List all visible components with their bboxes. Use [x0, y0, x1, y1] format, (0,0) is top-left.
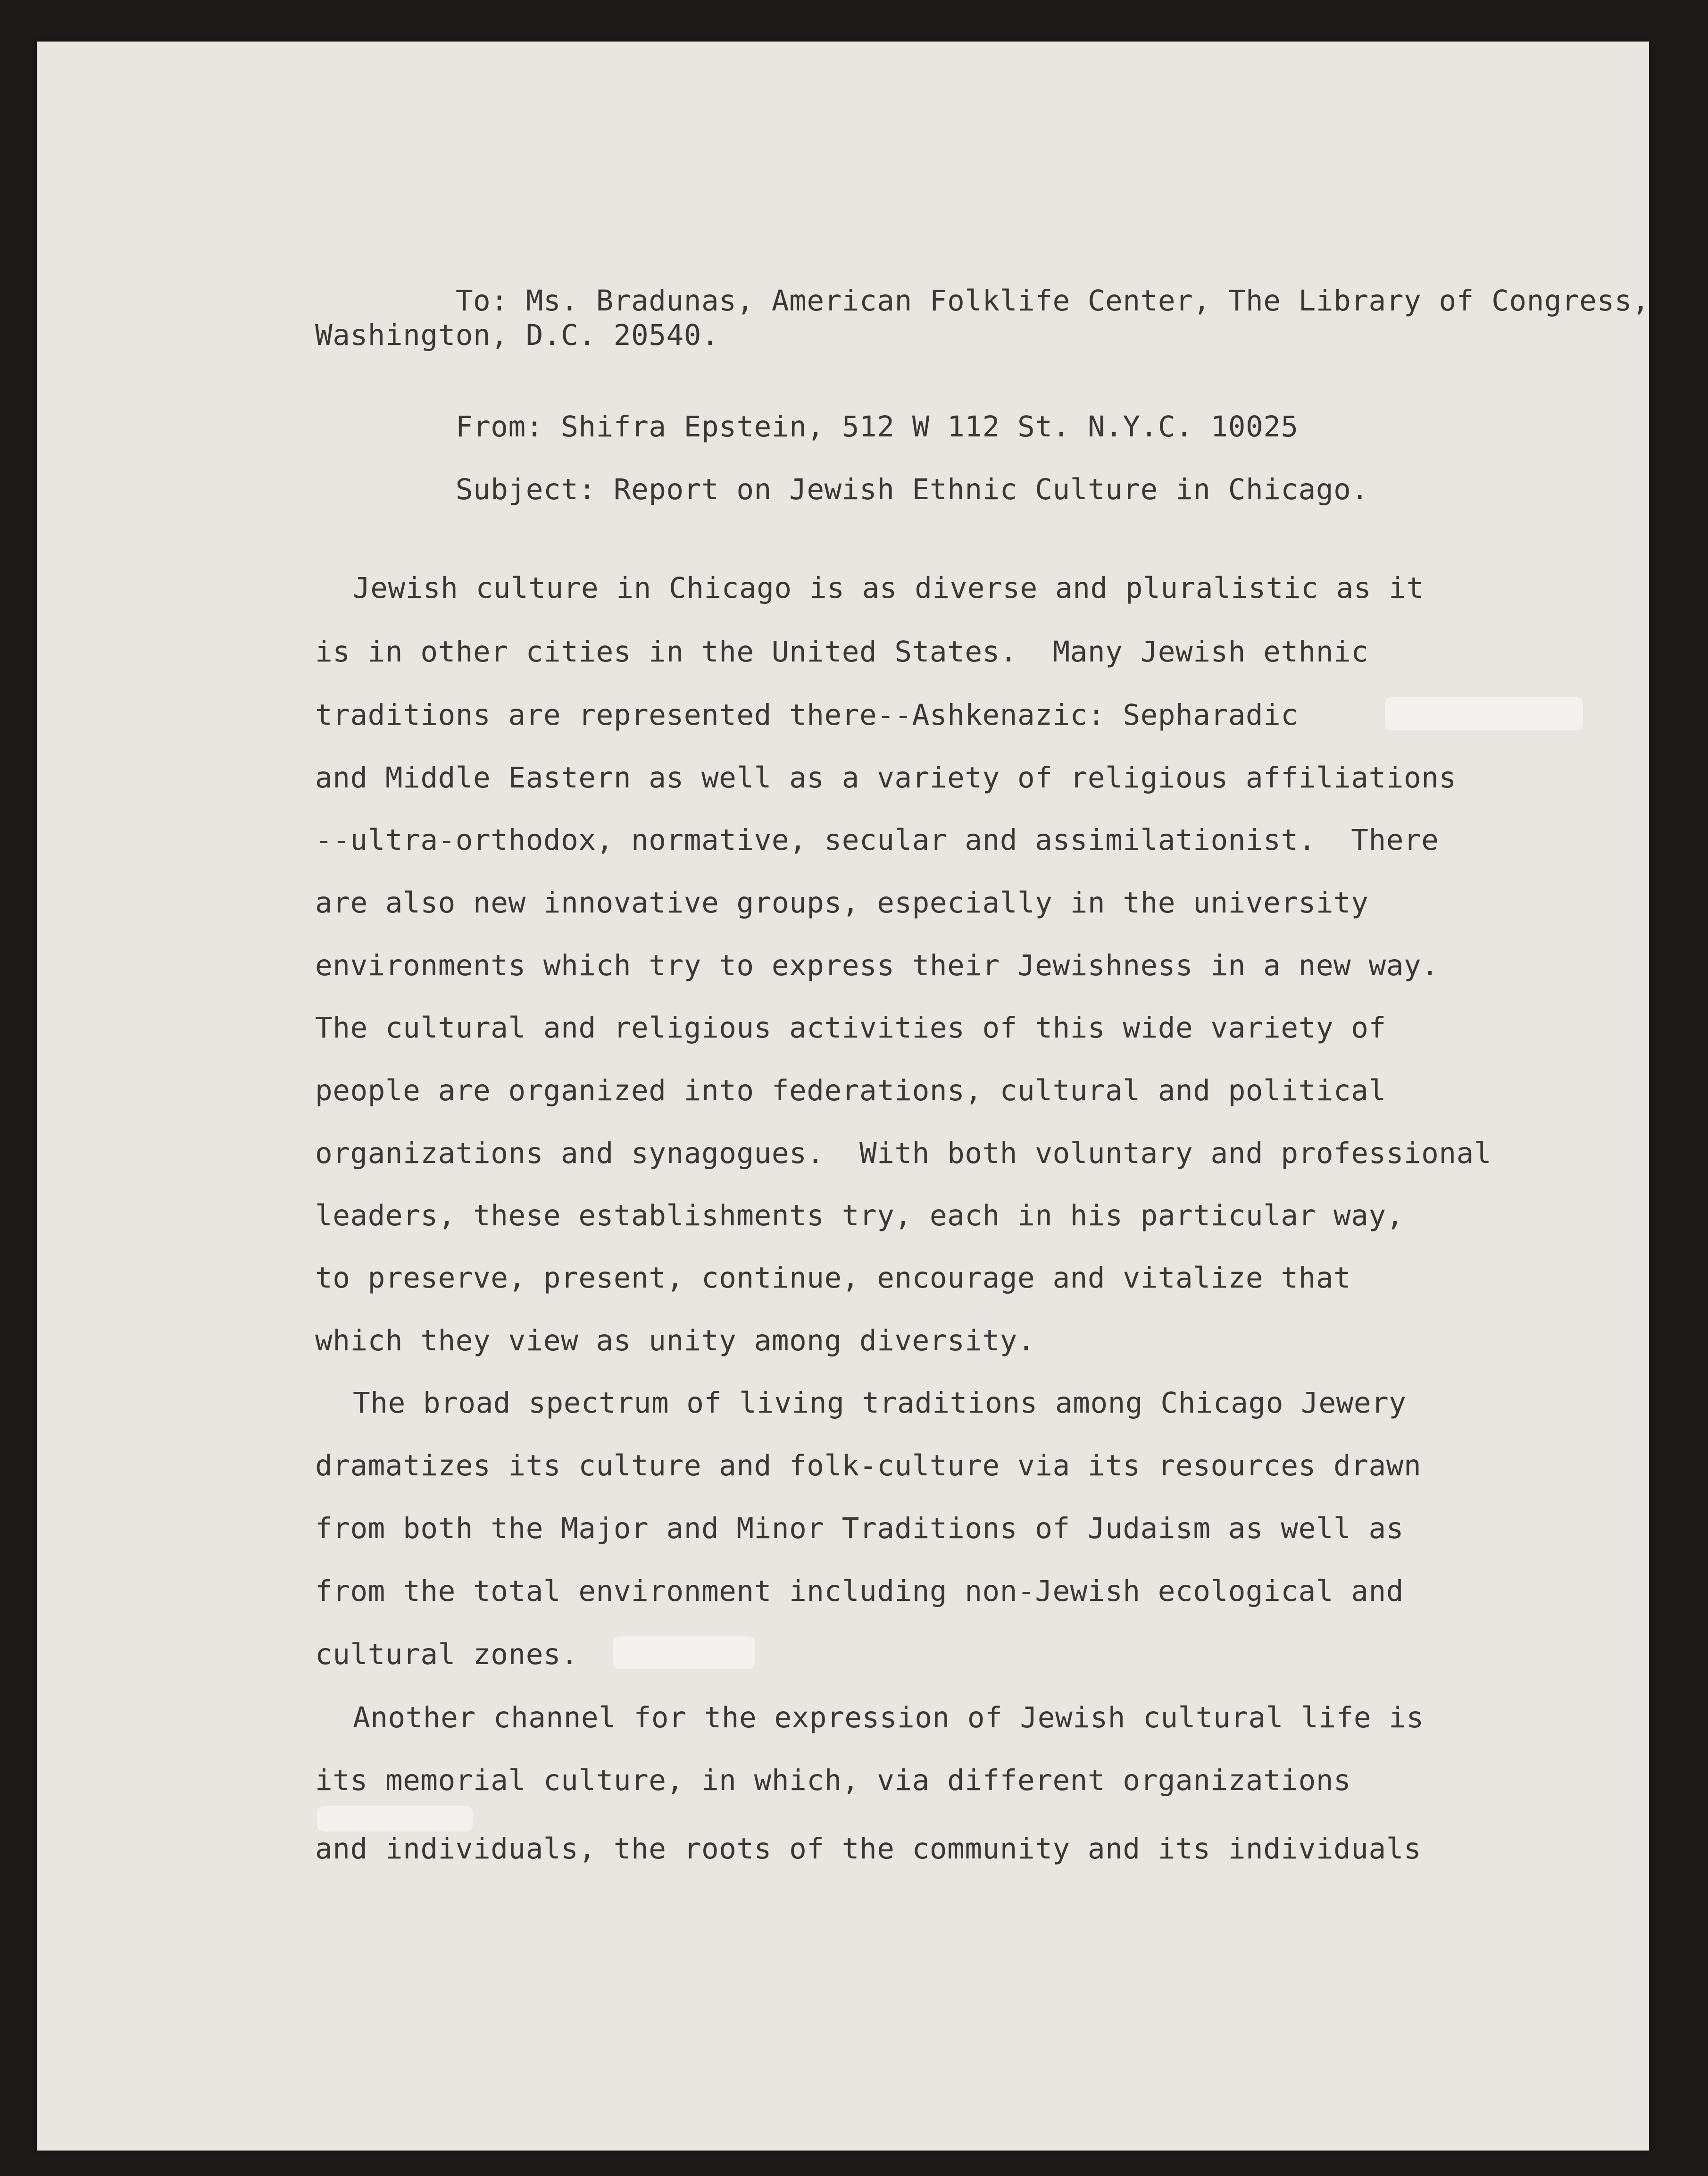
body-line: is in other cities in the United States. Many Jewish ethnic: [315, 635, 1369, 669]
body-line: cultural zones.: [315, 1638, 579, 1671]
to-label: To:: [455, 284, 508, 318]
from-value: Shifra Epstein, 512 W 112 St. N.Y.C. 10025: [561, 410, 1299, 444]
to-line-continued: Washington, D.C. 20540.: [315, 318, 719, 352]
body-line: which they view as unity among diversity.: [315, 1324, 1035, 1357]
body-line: leaders, these establishments try, each in his particular way,: [315, 1199, 1404, 1232]
body-line: people are organized into federations, cultural and political: [315, 1074, 1386, 1107]
body-line: Another channel for the expression of Jewish cultural life is: [353, 1701, 1424, 1734]
body-line: environments which try to express their Jewishness in a new way.: [315, 949, 1439, 982]
body-line: and individuals, the roots of the community and its individuals: [315, 1832, 1422, 1866]
from-label: From:: [455, 410, 543, 444]
body-line: from both the Major and Minor Traditions of Judaism as well as: [315, 1512, 1404, 1545]
body-line: The cultural and religious activities of this wide variety of: [315, 1011, 1386, 1045]
body-line: from the total environment including non-Jewish ecological and: [315, 1574, 1404, 1608]
body-line: --ultra-orthodox, normative, secular and assimilationist. There: [315, 823, 1439, 857]
body-line: and Middle Eastern as well as a variety of religious affiliations: [315, 761, 1457, 795]
body-line: The broad spectrum of living traditions among Chicago Jewery: [353, 1386, 1407, 1420]
body-line: Jewish culture in Chicago is as diverse and pluralistic as it: [353, 571, 1424, 605]
body-line: organizations and synagogues. With both voluntary and professional: [315, 1137, 1492, 1170]
correction-mark: [317, 1806, 473, 1832]
body-line: to preserve, present, continue, encourage and vitalize that: [315, 1261, 1351, 1295]
body-line: traditions are represented there--Ashkenazic: Sepharadic: [315, 698, 1299, 732]
body-line: are also new innovative groups, especially in the university: [315, 886, 1369, 920]
subject-line: [315, 446, 1369, 533]
correction-mark: [1385, 697, 1583, 730]
subject-label: Subject:: [455, 473, 596, 506]
to-value: Ms. Bradunas, American Folklife Center, The Library of Congress,: [525, 284, 1650, 318]
body-line: dramatizes its culture and folk-culture via its resources drawn: [315, 1449, 1422, 1482]
subject-value: Report on Jewish Ethnic Culture in Chicago.: [613, 473, 1369, 506]
correction-mark: [613, 1636, 755, 1669]
body-line: its memorial culture, in which, via different organizations: [315, 1764, 1351, 1797]
paper-sheet: [37, 42, 1649, 2151]
